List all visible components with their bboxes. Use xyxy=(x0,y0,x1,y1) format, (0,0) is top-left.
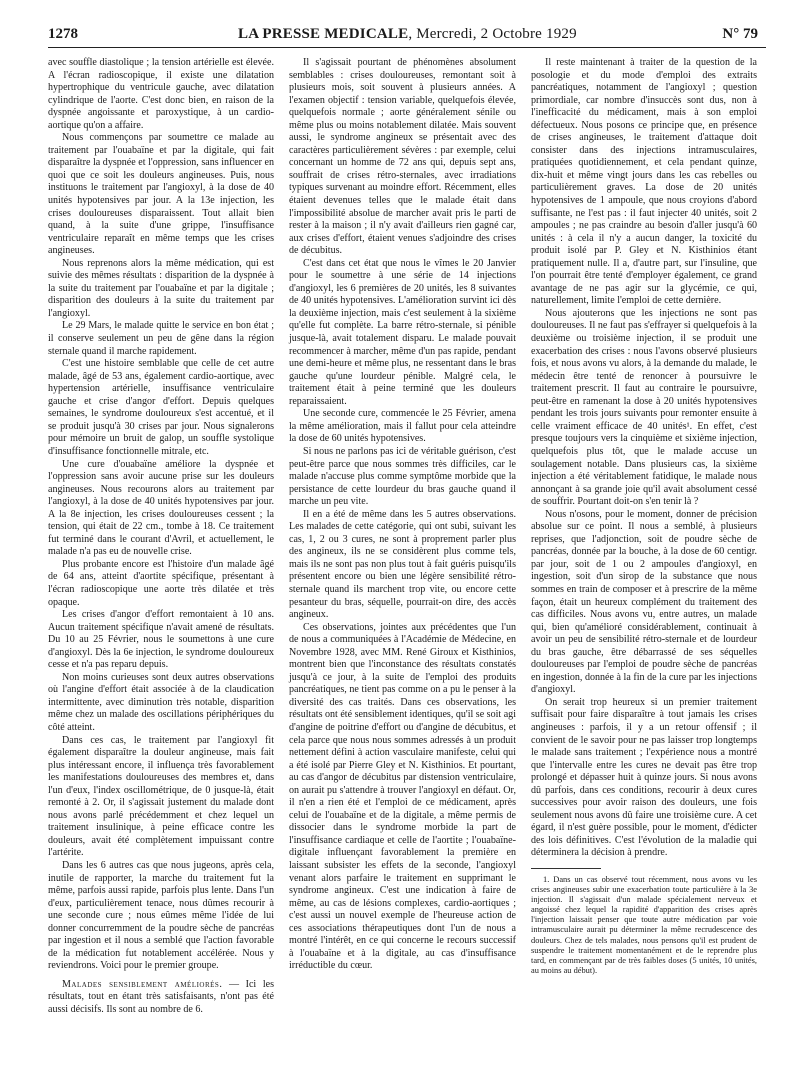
paragraph: Nous reprenons alors la même médication, qui est suivie des mêmes résultats : disparition de la dyspnée à la suite du traitement par l'ouabaïne et par la digitale ; disparition des douleurs à la suite du traitement par l'angioxyl. xyxy=(48,257,274,319)
paragraph: Dans les 6 autres cas que nous jugeons, après cela, inutile de rapporter, la marche du traitement fut la même, parfois aussi rapide, parfois plus lente. Dans l'un d'eux, particulièrement tenace, nous dûmes recourir à une seconde cure ; nous eûmes même l'idée de lui donner concurremment de la poudre sèche de pancréas par ingestion et il nous a semblé que l'action favorable de la médication fut notablement accélérée. Nous y reviendrons. Voici pour le premier groupe. xyxy=(48,860,274,972)
column-1 xyxy=(48,57,274,1017)
issue-date: , Mercredi, 2 Octobre 1929 xyxy=(408,26,577,42)
paragraph: Si nous ne parlons pas ici de véritable guérison, c'est peut-être parce que nous sommes très difficiles, car le malade n'accuse plus comme symptôme morbide que la persistance de cette lourdeur du bras gauche quand il marche un peu vite. xyxy=(289,445,516,508)
paragraph: Il reste maintenant à traiter de la question de la posologie et du mode d'emploi des extraits pancréatiques, notamment de l'angioxyl ; question primordiale, car nombre d'insuccès sont dus, non à l'inefficacité du médicament, mais à son emploi défectueux. Nous posons ce principe que, en présence de crises angineuses, le traitement d'attaque doit consister dans des injections intramusculaires, pratiquées quotidiennement, et cela pendant quinze, dix-huit et même vingt jours dans les cas rebelles ou particulièrement graves. La dose de 20 unités hypotensives de 1 ampoule, que nous croyions d'abord suffisante, ne l'est pas : il faut injecter 40 unités, soit 2 ampoules ; ne pas craindre au besoin d'aller jusqu'à 60 unités : à cela il n'y a aucun danger, la toxicité du produit isolé par P. Gley et N. Kisthinios étant pratiquement nulle. Il a, d'autre part, sur l'insuline, que l'on pourrait être tenté d'employer également, ce grand avantage de ne pas agir sur la glycémie, ce qui, naturellement, limite l'emploi de cette dernière. xyxy=(531,57,757,307)
paragraph: Une cure d'ouabaïne améliore la dyspnée et l'oppression sans avoir aucune prise sur les douleurs angineuses. Nous recourons alors au traitement par l'angioxyl, à la dose de 40 unités hypotensives par jour. A la 8e injection, les crises douloureuses cessent ; la tension, qui était de 22 cm., tombe à 18. Ce traitement fut terminé dans le courant d'Avril, et actuellement, le malade n'a pas eu de nouvelle crise. xyxy=(48,458,274,558)
footnote-rule xyxy=(531,868,601,869)
section-paragraph xyxy=(48,979,274,1017)
paragraph: Les crises d'angor d'effort remontaient à 10 ans. Aucun traitement spécifique n'avait amené de résultats. Du 10 au 25 Février, nous le soumettons à une cure d'angioxyl. Dès la 6e injection, le syndrome douloureux cesse et n'a pas reparu depuis. xyxy=(48,609,274,671)
issue-number: N° 79 xyxy=(722,26,758,42)
section-text: — Ici les résultats, tout en étant très satisfaisants, n'ont pas été aussi décisifs. Ils sont au nombre de 6. xyxy=(48,978,274,1016)
paragraph: Il en a été de même dans les 5 autres observations. Les malades de cette catégorie, qui ont subi, suivant les cas, 1, 2 ou 3 cures, ne sont à proprement parler plus des angineux, ils ne se considèrent plus comme tels, mais ils ne sont pas non plus tout à fait guéris puisqu'ils présentent encore ou bien une légère sensibilité rétro-sternale quand ils marchent trop vite, ou encore cette pesanteur du bras, séquelle, pourrait-on dire, des accès angineux. xyxy=(289,508,516,621)
footnote-text: 1. Dans un cas observé tout récemment, nous avons vu les crises angineuses subir une exacerbation toute particulière à la 3e injection. Il s'agissait d'un malade spécialement nerveux et angoissé chez lequel la rapidité d'apparition des crises après l'injection laissait penser que toute autre médication par voie intramusculaire aurait pu déterminer la même recrudescence des douleurs. Chez de tels malades, nous pensons qu'il est prudent de suspendre le traitement momentanément et de le reprendre plus tard, en commençant par de très faibles doses (5 unités, 10 unités, au moins au début). xyxy=(531,875,757,975)
column-2 xyxy=(289,57,516,973)
paragraph: Nous n'osons, pour le moment, donner de précision absolue sur ce point. Il nous a semblé, à plusieurs reprises, que l'adjonction, soit de poudre sèche de pancréas, donnée par la bouche, à la dose de 60 centigr. par jour, soit de 1 ou 2 ampoules d'angioxyl, en ingestion, soit d'un sirop de la substance que nous sommes en train de composer et à prescrire de la même façon, était un heureux complément du traitement des cas difficiles. Nous avons vu, entre autres, un malade qui, bien qu'amélioré considérablement, continuait à avoir un peu de sensibilité rétro-sternale et de lourdeur du bras gauche, être débarrassé de ses séquelles douloureuses par l'emploi de poudre sèche de pancréas en ingestion, donnée à la fin de la cure par les injections d'angioxyl. xyxy=(531,508,757,696)
paragraph: Le 29 Mars, le malade quitte le service en bon état ; il conserve seulement un peu de gêne dans la région sternale quand il marche rapidement. xyxy=(48,320,274,357)
header-rule xyxy=(48,47,766,48)
column-3 xyxy=(531,57,757,976)
paragraph: Nous commençons par soumettre ce malade au traitement par l'ouabaïne et par la digitale, qui fait disparaître la dyspnée et l'oppression, sans influencer en quoi que ce soit les douleurs angineuses. Puis, nous instituons le traitement par l'angioxyl, à la dose de 40 unités hypotensives par jour. A la 13e injection, les crises douloureuses disparaissent. Tout allait bien quand, à la suite d'une grippe, l'insuffisance ventriculaire reparaît en même temps que les crises angineuses. xyxy=(48,132,274,257)
journal-name: LA PRESSE MEDICALE xyxy=(238,26,409,42)
running-title xyxy=(238,26,577,43)
paragraph: Non moins curieuses sont deux autres observations où l'angine d'effort était associée à de la claudication intermittente, avec diminution très notable, disparition même chez un malade des oscillations périphériques du côté atteint. xyxy=(48,671,274,733)
paragraph: avec souffle diastolique ; la tension artérielle est élevée. A l'écran radioscopique, il existe une dilatation hypertrophique du ventricule gauche, avec dilatation cylindrique de l'aorte. C'est donc bien, en raison de la dyspnée angoissante et paroxystique, à un cardio-aortique qu'on a affaire. xyxy=(48,57,274,131)
paragraph: C'est dans cet état que nous le vîmes le 20 Janvier pour le soumettre à une série de 14 injections d'angioxyl, les 6 premières de 20 unités, les 8 suivantes de 40 unités hypotensives. L'amélioration survint ici dès la deuxième injection, mais c'est seulement à la sixième qu'elle fut complète. La barre rétro-sternale, si pénible jusque-là, avait totalement disparu. Le malade pouvait recommencer à marcher, même d'un pas rapide, pendant une demi-heure et même plus, ne ressentant dans le bras gauche qu'une lourdeur pénible. Malgré cela, le traitement était à peine terminé que les douleurs reparaissaient. xyxy=(289,257,516,407)
page-number: 1278 xyxy=(48,26,78,42)
paragraph: On serait trop heureux si un premier traitement suffisait pour faire disparaître à tout jamais les crises angineuses : parfois, il y a un retour offensif ; il convient de le savoir pour ne pas laisser trop longtemps le malade sans traitement ; l'expérience nous a montré que l'intervalle entre les cures ne devait pas être trop prolongé et dépasser huit à quinze jours. Si nous avons dû parfois, dans ces conditions, recourir à deux cures successives pour avoir raison des douleurs, une fois seulement nous avons dû faire une troisième cure. A cet égard, il n'est guère possible, pour le moment, d'édicter des lois définitives. C'est l'évolution de la maladie qui déterminera la décision à prendre. xyxy=(531,696,757,859)
paragraph: Nous ajouterons que les injections ne sont pas douloureuses. Il ne faut pas s'effrayer si quelquefois à la deuxième ou troisième injection, il se produit une exacerbation des crises : nous l'avons observé plusieurs fois, et nous avons vu alors, à la demande du malade, le médecin être tenté de renoncer à poursuivre le traitement prescrit. Il faut au contraire le poursuivre, peut-être en ramenant la dose à 20 unités hypotensives pendant les trois jours suivants pour remonter ensuite à celle vraiment efficace de 40 unités¹. En effet, c'est presque toujours vers la cinquième et sixième injection, quelquefois plus tôt, que le malade accuse un soulagement notable. Dans plusieurs cas, la sixième injection a été véritablement fatidique, le malade nous annonçant à sa grande joie qu'il avait absolument cessé de souffrir. Pourtant doit-on s'en tenir là ? xyxy=(531,307,757,508)
page-header xyxy=(48,26,758,48)
paragraph: C'est une histoire semblable que celle de cet autre malade, âgé de 53 ans, également cardio-aortique, avec hypertension artérielle, insuffisance ventriculaire gauche et crise d'angor d'effort. Depuis quelques semaines, le syndrome douloureux s'est accentué, et il se produit jusqu'à 30 crises par jour. Nous signalerons pour mémoire un bruit de galop, un souffle systolique d'insuffisance fonctionnelle mitrale, etc. xyxy=(48,358,274,457)
paragraph: Il s'agissait pourtant de phénomènes absolument semblables : crises douloureuses, remontant soit à plusieurs mois, soit souvent à plusieurs années. A l'examen objectif : tension variable, quelquefois élevée, quelquefois normale ; aorte généralement sénile ou même plus ou moins notablement dilatée. Mais souvent aussi, le syndrome angineux se présentait avec des caractères particulièrement sévères : par exemple, celui concernant un homme de 72 ans qui, depuis sept ans, souffrait de crises rétro-sternales, avec irradiations typiques survenant au moindre effort. Récemment, elles étaient devenues telles que le malade était dans l'impossibilité absolue de marcher avait pris le parti de rester à la maison ; il n'y avait d'ailleurs rien gagné car, aux crises d'effort, étaient venues s'adjoindre des crises de décubitus. xyxy=(289,57,516,257)
section-heading: Malades sensiblement améliorés. xyxy=(62,978,223,990)
paragraph: Plus probante encore est l'histoire d'un malade âgé de 64 ans, atteint d'aortite spécifique, présentant à l'écran radioscopique une aorte très dilatée et très opaque. xyxy=(48,558,274,608)
paragraph: Dans ces cas, le traitement par l'angioxyl fit également disparaître la douleur angineuse, mais fait plus intéressant encore, il influença très favorablement les manifestations douloureuses des membres et, dans l'un d'eux, l'index oscillométrique, de 0 jusque-là, était remonté à 2. Or, il s'agissait justement du malade dont nous avons parlé précédemment et chez lequel un traitement insulinique, à peine efficace contre les douleurs, avait été complètement impuissant contre l'artérite. xyxy=(48,734,274,859)
paragraph: Une seconde cure, commencée le 25 Février, amena la même amélioration, mais il fallut pour cela atteindre la dose de 60 unités hypotensives. xyxy=(289,408,516,445)
paragraph: Ces observations, jointes aux précédentes que l'un de nous a communiquées à l'Académie de Médecine, en Novembre 1928, avec MM. René Giroux et Kisthinios, montrent bien que l'inconstance des résultats constatés jusqu'à ce jour, à la suite de l'emploi des produits pancréatiques, ne tient pas comme on a pu le penser à la diversité des cas traités. Dans ces observations, les résultats ont été sensiblement identiques, qu'il se soit agi d'angine de poitrine d'effort ou d'angine de décubitus, et cela parce que nous nous sommes adressés à un produit nettement défini à action vasculaire manifeste, celui qui a été isolé par Pierre Gley et N. Kisthinios. Et pourtant, au cas d'angor de décubitus par distension ventriculaire, on aurait pu s'attendre à trouver l'angioxyl en défaut. Or, il n'en a rien été et l'emploi de ce médicament, après celui de l'ouabaïne et de la digitale, a même permis de dissocier dans le syndrome morbide la part de l'insuffisance cardiaque et celle de l'aortite ; l'ouabaïne-digitale influençant favorablement la première en laissant subsister les effets de la seconde, l'angioxyl venant alors parfaire le traitement en supprimant le syndrome angineux. C'est une indication à faire de même, au cas de lésions complexes, cardio-aortiques ; c'est aussi un nouvel exemple de l'heureuse action de ces associations thérapeutiques dont l'un de nous a montré l'intérêt, en ce qui concerne le recours successif à l'ouabaïne et à la digitale, au cas d'insuffisance irréductible du cœur. xyxy=(289,621,516,972)
footnote xyxy=(531,875,757,976)
